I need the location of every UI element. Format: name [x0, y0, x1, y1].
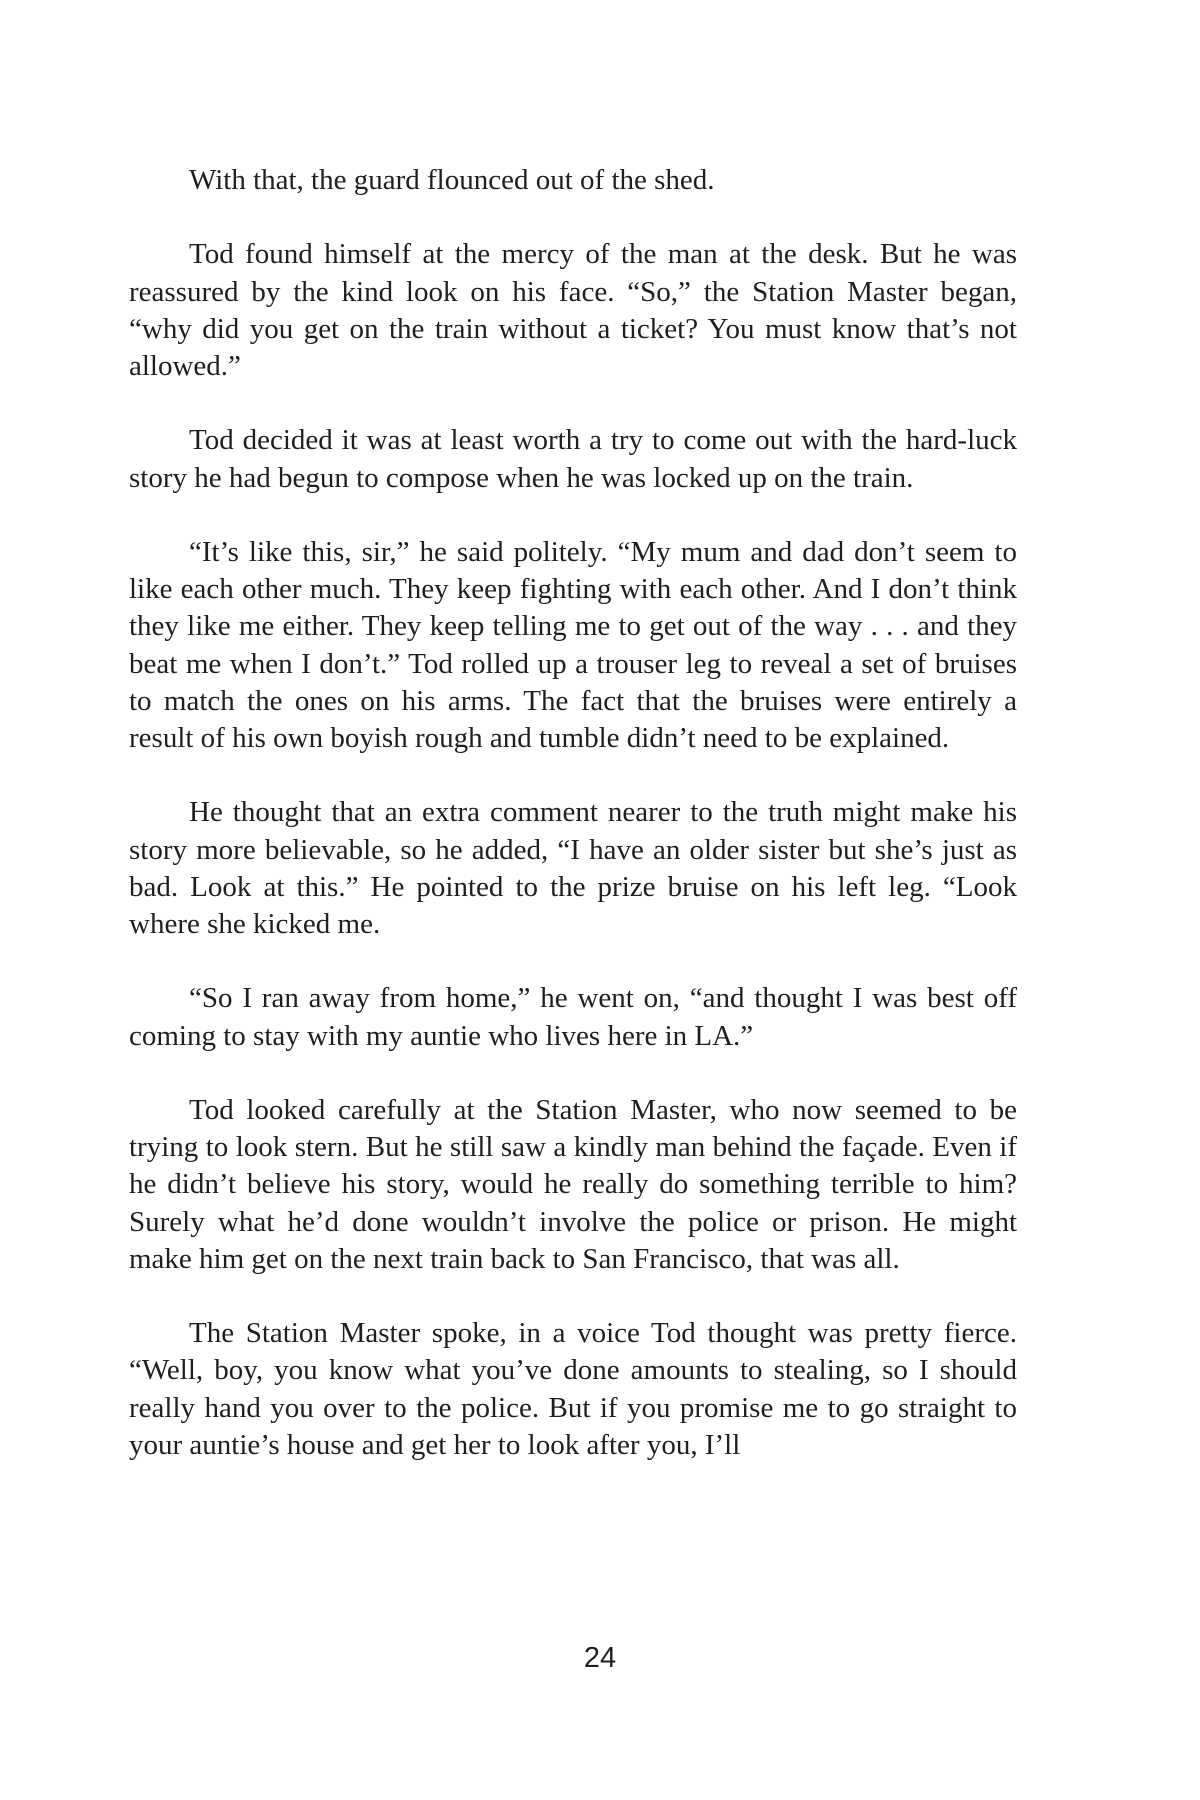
paragraph-2: Tod found himself at the mercy of the man at the desk. But he was reassured by the kind look on his face. “So,” the Station Master began, “why did you get on the train without a ticket? You must know that’s not allowed.” — [129, 238, 1017, 382]
paragraph-6: “So I ran away from home,” he went on, “and thought I was best off coming to stay with my auntie who lives here in LA.” — [129, 982, 1017, 1052]
paragraph-7: Tod looked carefully at the Station Master, who now seemed to be trying to look stern. But he still saw a kindly man behind the façade. Even if he didn’t believe his story, would he really do something terrible to him? Surely what he’d done wouldn’t involve the police or prison. He might make him get on the next train back to San Francisco, that was all. — [129, 1093, 1017, 1275]
paragraph-1: With that, the guard flounced out of the shed. — [189, 164, 715, 196]
body-text — [129, 162, 1017, 1464]
paragraph-5: He thought that an extra comment nearer to the truth might make his story more believable, so he added, “I have an older sister but she’s just as bad. Look at this.” He pointed to the prize bruise on his left leg. “Look where she kicked me. — [129, 796, 1017, 940]
paragraph-4: “It’s like this, sir,” he said politely. “My mum and dad don’t seem to like each other much. They keep fighting with each other. And I don’t think they like me either. They keep telling me to get out of the way . . . and they beat me when I don’t.” Tod rolled up a trouser leg to reveal a set of bruises to match the ones on his arms. The fact that the bruises were entirely a result of his own boyish rough and tumble didn’t need to be explained. — [129, 535, 1017, 754]
paragraph-3: Tod decided it was at least worth a try to come out with the hard-luck story he had begun to compose when he was locked up on the train. — [129, 424, 1017, 494]
paragraph-8: The Station Master spoke, in a voice Tod thought was pretty fierce. “Well, boy, you know what you’ve done amounts to stealing, so I should really hand you over to the police. But if you promise me to go straight to your auntie’s house and get her to look after you, I’ll — [129, 1317, 1017, 1461]
page-number: 24 — [583, 1642, 617, 1674]
